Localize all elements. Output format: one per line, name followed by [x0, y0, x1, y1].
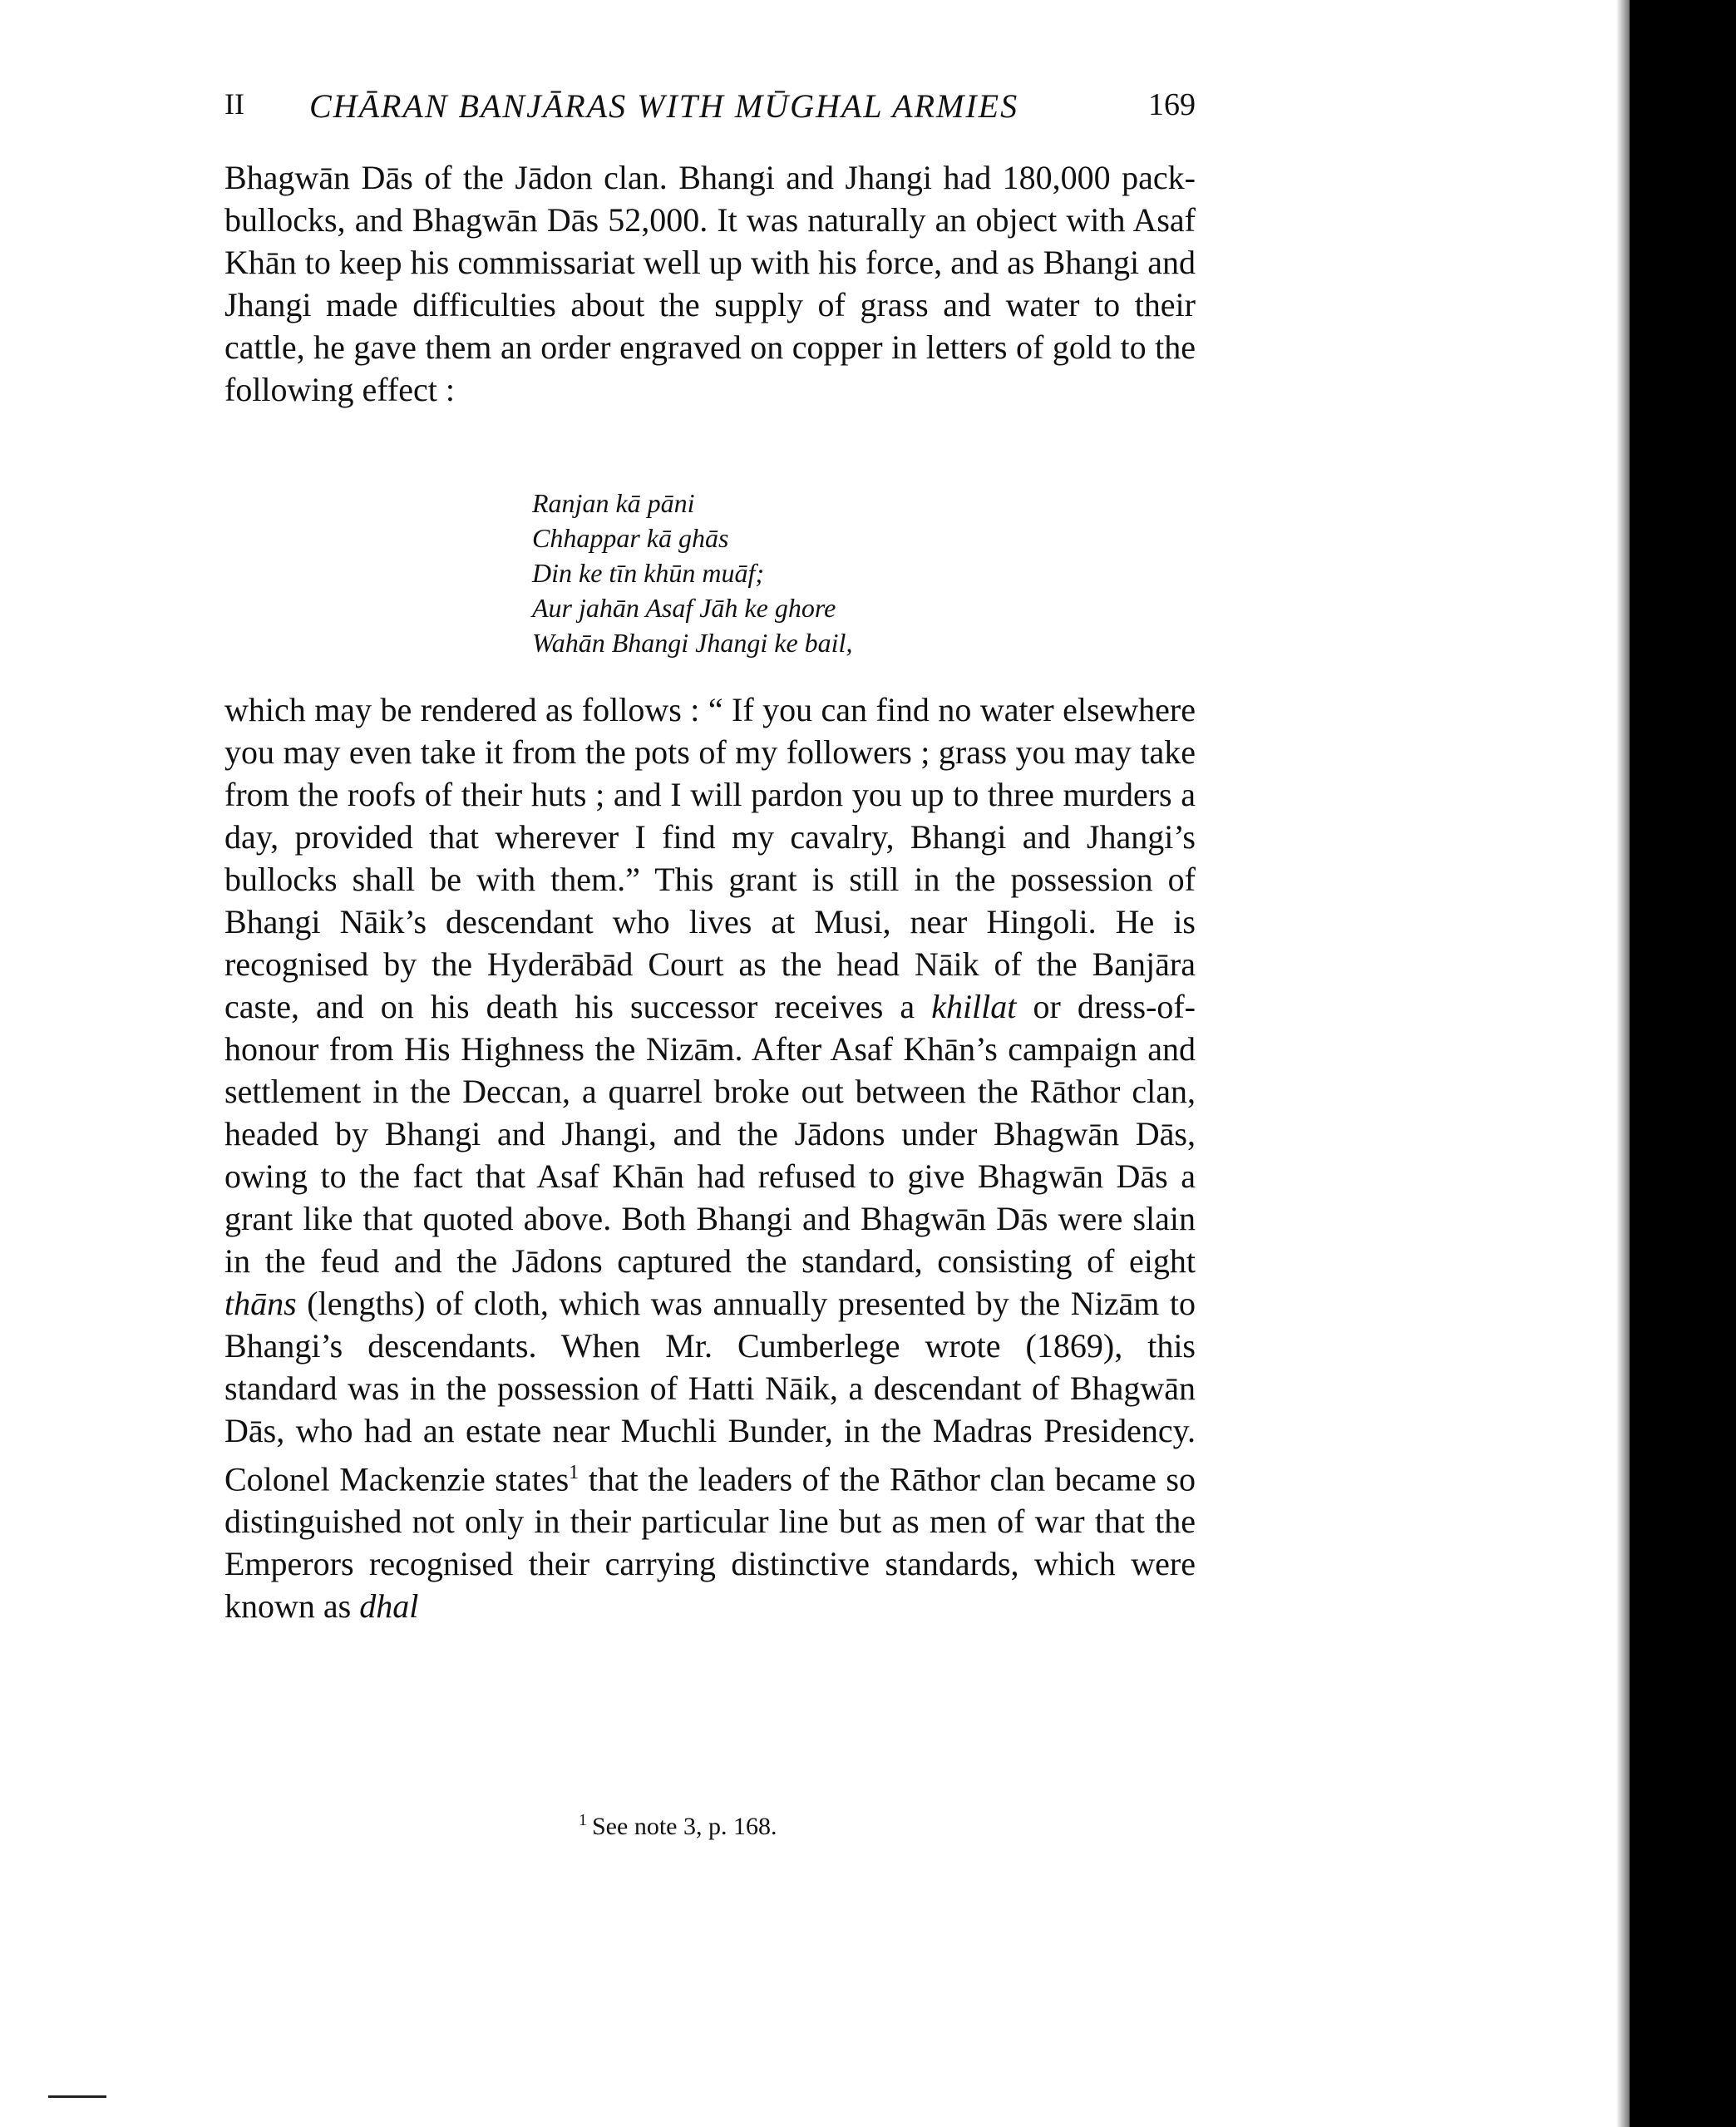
- italic-term-thans: thāns: [224, 1285, 297, 1322]
- paragraph-1: [224, 156, 1196, 411]
- page-number: 169: [1148, 87, 1196, 122]
- footnote-text: See note 3, p. 168.: [592, 1813, 777, 1840]
- paragraph-2-text: [224, 688, 1196, 1627]
- chapter-number: II: [224, 87, 244, 121]
- verse-line-4: Aur jahān Asaf Jāh ke ghore: [532, 593, 836, 623]
- paragraph-2-part-4: that the leaders of the Rāthor clan became so distinguished not only in their particular line but as men of war that the Emperors recognised their carrying distinctive standards, which were known as: [224, 1460, 1196, 1626]
- running-header: [224, 86, 1196, 136]
- verse-line-5: Wahān Bhangi Jhangi ke bail,: [532, 628, 853, 658]
- paragraph-2-part-1: which may be rendered as follows : “ If you can find no water elsewhere you may even take it from the pots of my followers ; grass you may take from the roofs of their huts ; and I will pardon you up to three murders a day, provided that wherever I find my cavalry, Bhangi and Jhangi’s bullocks shall be with them.” This grant is still in the possession of Bhangi Nāik’s descendant who lives at Musi, near Hingoli. He is recognised by the Hyderābād Court as the head Nāik of the Banjāra caste, and on his death his successor receives a: [224, 691, 1196, 1025]
- margin-mark: [48, 2095, 106, 2098]
- page-edge-shadow: [1630, 0, 1736, 2127]
- italic-term-khillat: khillat: [931, 988, 1017, 1025]
- footnote-reference: 1: [569, 1462, 579, 1483]
- footnote-marker: 1: [579, 1811, 587, 1829]
- paragraph-2-part-3: (lengths) of cloth, which was annually presented by the Nizām to Bhangi’s descendants. When Mr. Cumberlege wrote (1869), this standard was in the possession of Hatti Nāik, a descendant of Bhagwān Dās, who had an estate near Muchli Bunder, in the Madras Presidency. Colonel Mackenzie states: [224, 1285, 1196, 1498]
- paragraph-2: [224, 688, 1196, 1627]
- page-edge-gradient: [1616, 0, 1630, 2127]
- paragraph-1-text: Bhagwān Dās of the Jādon clan. Bhangi and Jhangi had 180,000 pack-bullocks, and Bhagwān Dās 52,000. It was naturally an object with Asaf Khān to keep his commissariat well up with his force, and as Bhangi and Jhangi made difficulties about the supply of grass and water to their cattle, he gave them an order engraved on copper in letters of gold to the following effect :: [224, 159, 1196, 408]
- verse-line-1: Ranjan kā pāni: [532, 488, 695, 518]
- running-title: CHĀRAN BANJĀRAS WITH MŪGHAL ARMIES: [309, 87, 1019, 125]
- verse-line-3: Din ke tīn khūn muāf;: [532, 558, 765, 588]
- paragraph-2-part-2: or dress-of-honour from His Highness the Nizām. After Asaf Khān’s campaign and settlement in the Deccan, a quarrel broke out between the Rāthor clan, headed by Bhangi and Jhangi, and the Jādons under Bhagwān Dās, owing to the fact that Asaf Khān had refused to give Bhagwān Dās a grant like that quoted above. Both Bhangi and Bhagwān Dās were slain in the feud and the Jādons captured the standard, consisting of eight: [224, 988, 1196, 1280]
- verse-line-2: Chhappar kā ghās: [532, 523, 729, 553]
- verse-block: [532, 486, 852, 660]
- footnote: [579, 1811, 777, 1841]
- italic-term-dhal: dhal: [359, 1587, 419, 1626]
